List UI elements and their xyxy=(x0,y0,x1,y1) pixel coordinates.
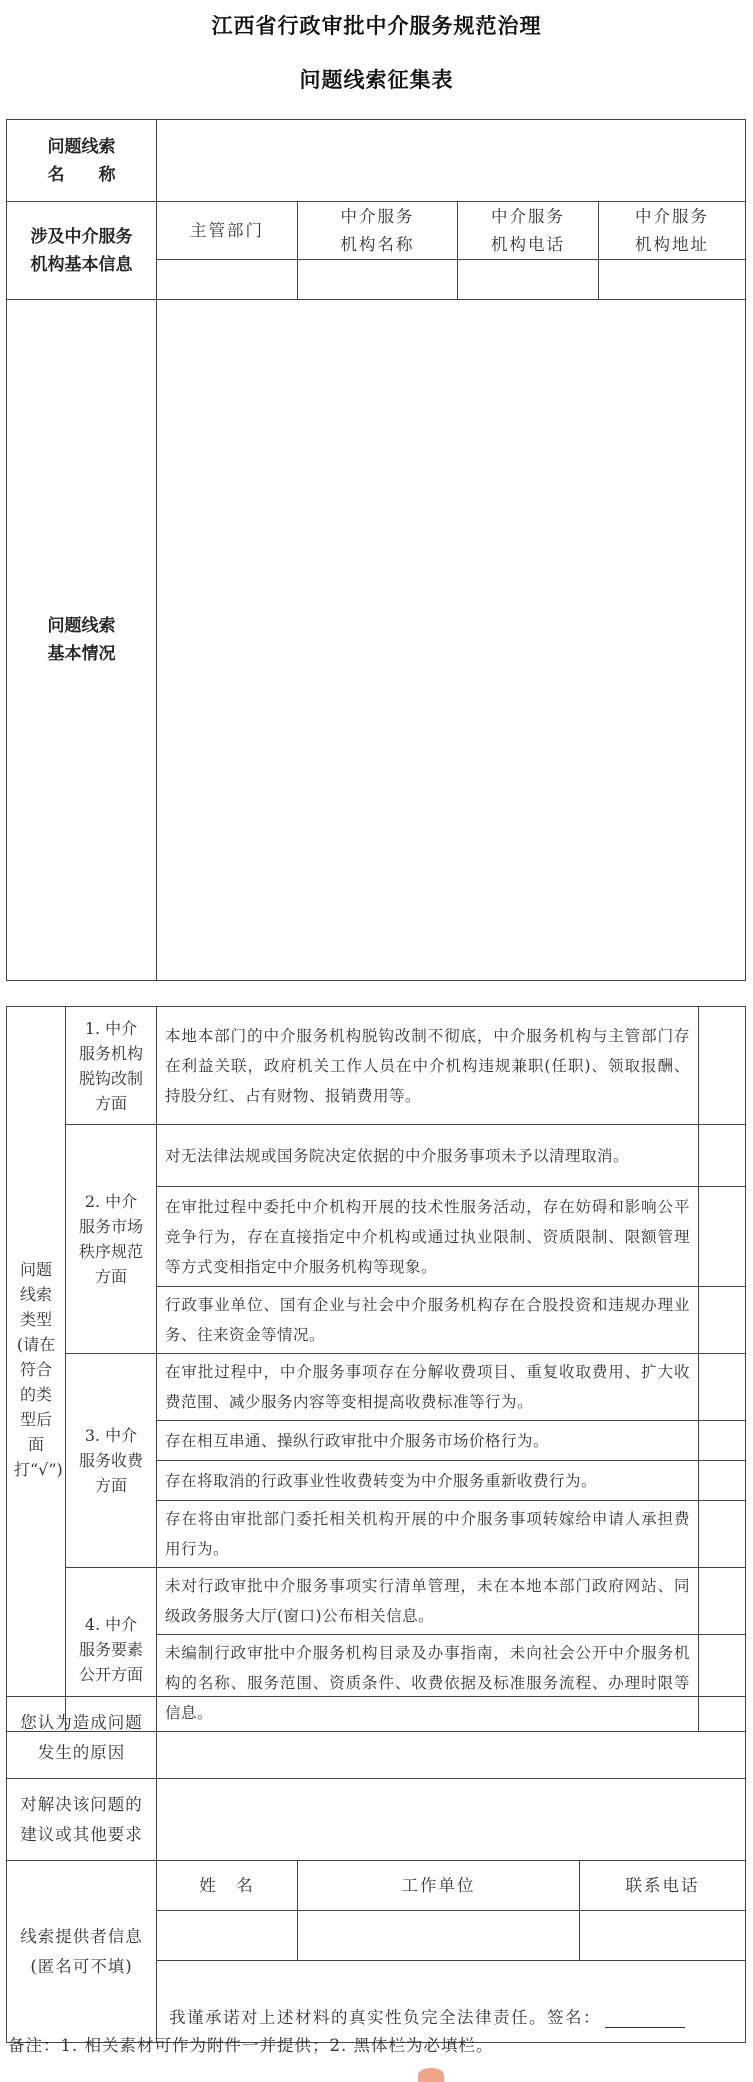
provider-info-label: 线索提供者信息 (匿名可不填) xyxy=(7,1861,157,2043)
category-1-item-1: 本地本部门的中介服务机构脱钩改制不彻底，中介服务机构与主管部门存在利益关联，政府机关工作人员在中介机构违规兼职(任职)、领取报酬、持股分红、占有财物、报销费用等。 xyxy=(157,1007,699,1125)
promise-row xyxy=(157,1961,746,2043)
clue-info-table xyxy=(6,119,746,981)
category-2-item-1: 对无法律法规或国务院决定依据的中介服务事项未予以清理取消。 xyxy=(157,1125,699,1187)
clue-name-label: 问题线索 名 称 xyxy=(7,120,157,202)
page-subtitle: 问题线索征集表 xyxy=(299,68,454,92)
col-provider-name: 姓 名 xyxy=(157,1861,298,1911)
category-2-item-3: 行政事业单位、国有企业与社会中介服务机构存在合股投资和违规办理业务、往来资金等情况。 xyxy=(157,1287,699,1354)
check-box[interactable] xyxy=(699,1354,746,1421)
suggestion-field[interactable] xyxy=(157,1779,746,1861)
check-box[interactable] xyxy=(699,1461,746,1501)
check-box[interactable] xyxy=(699,1501,746,1568)
clue-name-field[interactable] xyxy=(157,120,746,202)
agency-address-field[interactable] xyxy=(599,260,746,300)
clue-type-table xyxy=(6,1006,746,1732)
supervising-dept-field[interactable] xyxy=(157,260,298,300)
category-2-label: 2. 中介 服务市场 秩序规范 方面 xyxy=(66,1125,157,1354)
provider-workplace-field[interactable] xyxy=(298,1911,580,1961)
provider-phone-field[interactable] xyxy=(580,1911,746,1961)
check-box[interactable] xyxy=(699,1007,746,1125)
col-provider-workplace: 工作单位 xyxy=(298,1861,580,1911)
footnote: 备注：1. 相关素材可作为附件一并提供；2. 黑体栏为必填栏。 xyxy=(8,2036,494,2055)
col-supervising-dept: 主管部门 xyxy=(157,202,298,260)
category-1-label: 1. 中介 服务机构 脱钩改制 方面 xyxy=(66,1007,157,1125)
provider-name-field[interactable] xyxy=(157,1911,298,1961)
agency-phone-field[interactable] xyxy=(458,260,599,300)
cause-field[interactable] xyxy=(157,1697,746,1779)
category-4-item-1: 未对行政审批中介服务事项实行清单管理，未在本地本部门政府网站、同级政务服务大厅(窗口)公布相关信息。 xyxy=(157,1568,699,1635)
feedback-table xyxy=(6,1696,746,2043)
category-2-item-2: 在审批过程中委托中介机构开展的技术性服务活动，存在妨碍和影响公平竞争行为，存在直接指定中介机构或通过执业限制、资质限制、限额管理等方式变相指定中介服务机构等现象。 xyxy=(157,1187,699,1287)
category-3-item-4: 存在将由审批部门委托相关机构开展的中介服务事项转嫁给申请人承担费用行为。 xyxy=(157,1501,699,1568)
category-3-item-1: 在审批过程中，中介服务事项存在分解收费项目、重复收取费用、扩大收费范围、减少服务内容等变相提高收费标准等行为。 xyxy=(157,1354,699,1421)
clue-type-label: 问题线索类型(请在符合的类型后面打“√”) xyxy=(7,1007,66,1732)
category-4-item-2: 未编制行政审批中介服务机构目录及办事指南，未向社会公开中介服务机构的名称、服务范围、资质条件、收费依据及标准服务流程、办理时限等信息。 xyxy=(157,1635,699,1732)
agency-info-label: 涉及中介服务 机构基本信息 xyxy=(7,202,157,300)
check-box[interactable] xyxy=(699,1187,746,1287)
col-agency-address: 中介服务 机构地址 xyxy=(599,202,746,260)
check-box[interactable] xyxy=(699,1421,746,1461)
check-box[interactable] xyxy=(699,1287,746,1354)
category-3-item-2: 存在相互串通、操纵行政审批中介服务市场价格行为。 xyxy=(157,1421,699,1461)
category-4-label: 4. 中介 服务要素 公开方面 xyxy=(66,1568,157,1732)
agency-name-field[interactable] xyxy=(298,260,458,300)
category-3-item-3: 存在将取消的行政事业性收费转变为中介服务重新收费行为。 xyxy=(157,1461,699,1501)
basic-situation-label: 问题线索 基本情况 xyxy=(7,300,157,981)
signature-line[interactable] xyxy=(605,2027,685,2028)
promise-text: 我谨承诺对上述材料的真实性负完全法律责任。签名： xyxy=(169,2008,601,2027)
cause-label: 您认为造成问题 发生的原因 xyxy=(7,1697,157,1779)
category-3-label: 3. 中介 服务收费 方面 xyxy=(66,1354,157,1568)
col-agency-name: 中介服务 机构名称 xyxy=(298,202,458,260)
page-title: 江西省行政审批中介服务规范治理 xyxy=(211,14,542,38)
check-box[interactable] xyxy=(699,1568,746,1635)
col-provider-phone: 联系电话 xyxy=(580,1861,746,1911)
suggestion-label: 对解决该问题的 建议或其他要求 xyxy=(7,1779,157,1861)
basic-situation-field[interactable] xyxy=(157,300,746,981)
col-agency-phone: 中介服务 机构电话 xyxy=(458,202,599,260)
check-box[interactable] xyxy=(699,1125,746,1187)
stamp-mark-icon xyxy=(418,2068,444,2082)
